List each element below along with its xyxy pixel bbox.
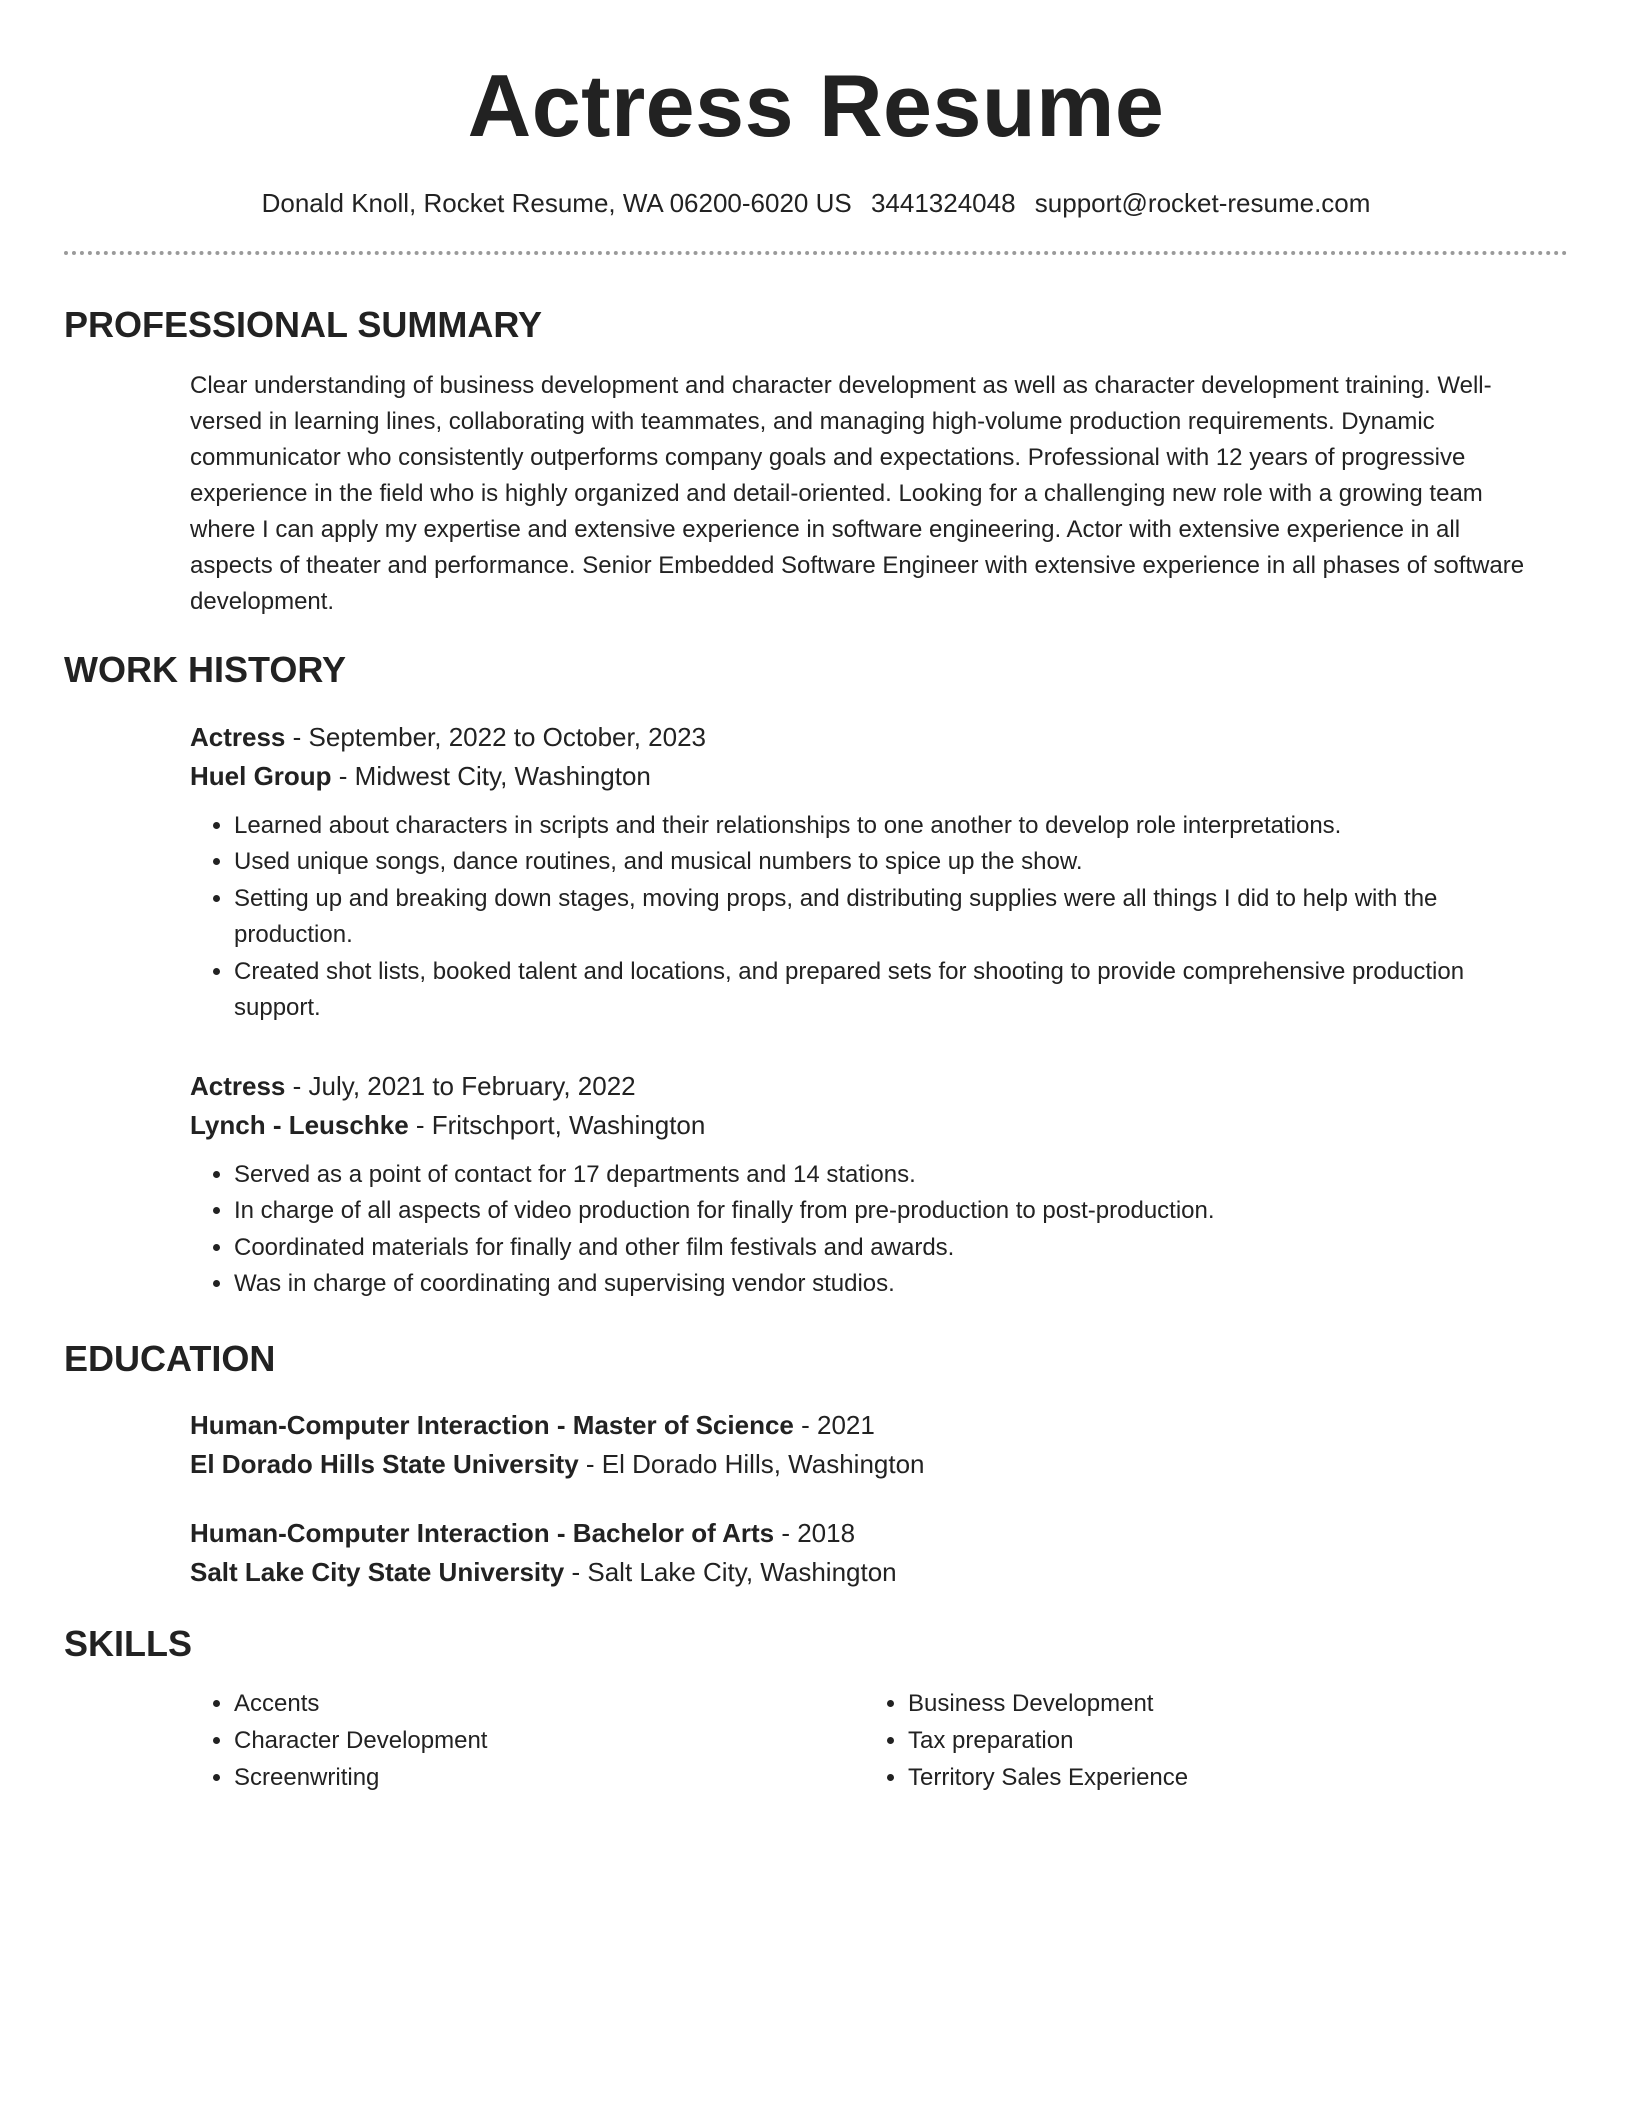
skill-item: • Business Development bbox=[908, 1685, 1538, 1722]
education-school-line bbox=[190, 1445, 1538, 1484]
education-degree: Human-Computer Interaction - Master of Science bbox=[190, 1409, 794, 1440]
education-location: - Salt Lake City, Washington bbox=[564, 1556, 897, 1587]
skill-item: • Screenwriting bbox=[234, 1759, 864, 1796]
job-title-line bbox=[190, 718, 1538, 757]
skills-section bbox=[190, 1685, 1538, 1796]
skills-heading: SKILLS bbox=[64, 1622, 193, 1664]
summary-heading: PROFESSIONAL SUMMARY bbox=[64, 304, 543, 346]
skill-item: • Character Development bbox=[234, 1722, 864, 1759]
work-history-section bbox=[190, 718, 1538, 1303]
education-year: - 2018 bbox=[774, 1517, 856, 1548]
job-dates: - July, 2021 to February, 2022 bbox=[285, 1070, 636, 1101]
work-history-heading: WORK HISTORY bbox=[64, 649, 347, 691]
education-degree: Human-Computer Interaction - Bachelor of Arts bbox=[190, 1517, 775, 1548]
skills-column-left bbox=[190, 1685, 864, 1796]
education-section bbox=[190, 1406, 1538, 1592]
resume-title: Actress Resume bbox=[467, 56, 1165, 155]
job-bullet: • Coordinated materials for finally and other film festivals and awards. bbox=[234, 1230, 1538, 1267]
education-entry bbox=[190, 1514, 1538, 1592]
job-title-line bbox=[190, 1067, 1538, 1106]
job-bullet: • Used unique songs, dance routines, and musical numbers to spice up the show. bbox=[234, 844, 1538, 881]
skill-item: • Tax preparation bbox=[908, 1722, 1538, 1759]
job-bullets bbox=[190, 808, 1538, 1027]
contact-address: Donald Knoll, Rocket Resume, WA 06200-6020 US bbox=[261, 188, 852, 218]
education-school: El Dorado Hills State University bbox=[190, 1448, 579, 1479]
job-location: - Fritschport, Washington bbox=[408, 1109, 706, 1140]
contact-phone: 3441324048 bbox=[870, 188, 1016, 218]
job-entry bbox=[190, 718, 1538, 1027]
job-dates: - September, 2022 to October, 2023 bbox=[285, 721, 707, 752]
job-entry bbox=[190, 1067, 1538, 1303]
contact-line bbox=[64, 188, 1568, 219]
job-company-line bbox=[190, 757, 1538, 796]
education-school-line bbox=[190, 1553, 1538, 1592]
education-degree-line bbox=[190, 1406, 1538, 1445]
job-bullets bbox=[190, 1157, 1538, 1303]
education-school: Salt Lake City State University bbox=[190, 1556, 565, 1587]
job-company-line bbox=[190, 1106, 1538, 1145]
education-year: - 2021 bbox=[793, 1409, 875, 1440]
job-bullet: • Created shot lists, booked talent and locations, and prepared sets for shooting to provide comprehensive production support. bbox=[234, 954, 1538, 1027]
education-heading: EDUCATION bbox=[64, 1337, 276, 1379]
job-company: Lynch - Leuschke bbox=[190, 1109, 409, 1140]
contact-email: support@rocket-resume.com bbox=[1034, 188, 1371, 218]
header-divider bbox=[64, 251, 1568, 255]
education-entry bbox=[190, 1406, 1538, 1484]
job-bullet: • Served as a point of contact for 17 departments and 14 stations. bbox=[234, 1157, 1538, 1194]
skills-column-right bbox=[864, 1685, 1538, 1796]
skills-grid bbox=[190, 1685, 1538, 1796]
summary-text: Clear understanding of business development and character development as well as character development training. Well-versed in learning lines, collaborating with teammates, and managing high-volume production requirements. Dynamic communicator who consistently outperforms company goals and expectations. Professional with 12 years of progressive experience in the field who is highly organized and detail-oriented. Looking for a challenging new role with a growing team where I can apply my expertise and extensive experience in software engineering. Actor with extensive experience in all aspects of theater and performance. Senior Embedded Software Engineer with extensive experience in all phases of software development. bbox=[190, 372, 1525, 616]
job-bullet: • In charge of all aspects of video production for finally from pre-production to post-production. bbox=[234, 1193, 1538, 1230]
job-company: Huel Group bbox=[190, 760, 332, 791]
education-location: - El Dorado Hills, Washington bbox=[578, 1448, 925, 1479]
job-bullet: • Learned about characters in scripts and their relationships to one another to develop role interpretations. bbox=[234, 808, 1538, 845]
education-degree-line bbox=[190, 1514, 1538, 1553]
job-location: - Midwest City, Washington bbox=[331, 760, 651, 791]
skill-item: • Territory Sales Experience bbox=[908, 1759, 1538, 1796]
job-bullet: • Setting up and breaking down stages, moving props, and distributing supplies were all things I did to help with the production. bbox=[234, 881, 1538, 954]
job-bullet: • Was in charge of coordinating and supervising vendor studios. bbox=[234, 1266, 1538, 1303]
skill-item: • Accents bbox=[234, 1685, 864, 1722]
job-title: Actress bbox=[190, 721, 286, 752]
job-title: Actress bbox=[190, 1070, 286, 1101]
summary-section bbox=[190, 368, 1538, 620]
